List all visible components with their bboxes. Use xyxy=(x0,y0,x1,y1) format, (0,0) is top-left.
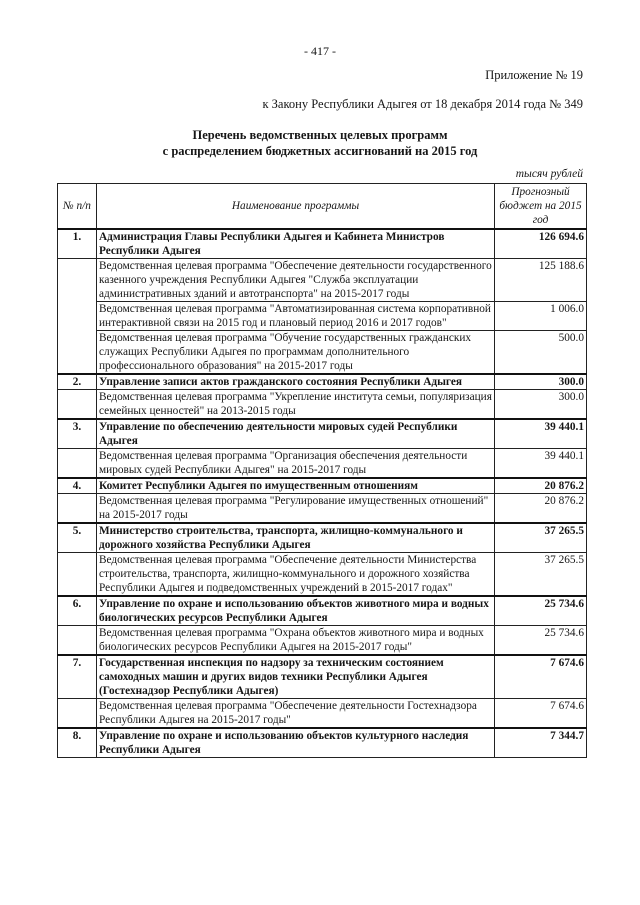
row-number xyxy=(58,302,97,331)
department-name: Управление по охране и использованию объектов животного мира и водных биологических ресурсов Республики Адыгея xyxy=(97,596,495,626)
budget-amount: 1 006.0 xyxy=(495,302,587,331)
program-name: Ведомственная целевая программа "Организация обеспечения деятельности мировых судей Республики Адыгея" на 2015-2017 годы xyxy=(97,449,495,479)
budget-amount: 39 440.1 xyxy=(495,449,587,479)
department-name: Комитет Республики Адыгея по имущественным отношениям xyxy=(97,478,495,494)
program-name: Ведомственная целевая программа "Автоматизированная система корпоративной интерактивной связи на 2015 год и плановый период 2016 и 2017 годов" xyxy=(97,302,495,331)
department-name: Администрация Главы Республики Адыгея и Кабинета Министров Республики Адыгея xyxy=(97,229,495,259)
program-name: Ведомственная целевая программа "Обеспечение деятельности Министерства строительства, транспорта, жилищно-коммунального и дорожного хозяйства Республики Адыгея и подведомственных учреждений в 2015-2017 годах" xyxy=(97,553,495,597)
title-line-2: с распределением бюджетных ассигнований на 2015 год xyxy=(162,144,478,158)
budget-amount: 7 344.7 xyxy=(495,728,587,758)
row-number xyxy=(58,331,97,375)
row-number xyxy=(58,553,97,597)
budget-amount: 25 734.6 xyxy=(495,596,587,626)
header-budget: Прогнозный бюджет на 2015 год xyxy=(495,184,587,230)
row-number: 3. xyxy=(58,419,97,449)
units-label: тысяч рублей xyxy=(515,168,583,180)
program-row xyxy=(58,626,587,656)
budget-amount: 37 265.5 xyxy=(495,523,587,553)
program-name: Ведомственная целевая программа "Обучение государственных гражданских служащих Республики Адыгея по программам дополнительного профессионального образования" на 2015-2017 годы xyxy=(97,331,495,375)
budget-amount: 7 674.6 xyxy=(495,655,587,699)
program-row xyxy=(58,390,587,420)
program-row xyxy=(58,259,587,302)
department-row xyxy=(58,596,587,626)
program-name: Ведомственная целевая программа "Регулирование имущественных отношений" на 2015-2017 годы xyxy=(97,494,495,524)
budget-amount: 300.0 xyxy=(495,390,587,420)
row-number: 1. xyxy=(58,229,97,259)
department-name: Управление по охране и использованию объектов культурного наследия Республики Адыгея xyxy=(97,728,495,758)
program-row xyxy=(58,449,587,479)
budget-amount: 125 188.6 xyxy=(495,259,587,302)
row-number xyxy=(58,494,97,524)
program-row xyxy=(58,302,587,331)
program-row xyxy=(58,553,587,597)
department-name: Министерство строительства, транспорта, жилищно-коммунального и дорожного хозяйства Республики Адыгея xyxy=(97,523,495,553)
row-number: 7. xyxy=(58,655,97,699)
row-number xyxy=(58,259,97,302)
header-program-name: Наименование программы xyxy=(97,184,495,230)
department-name: Управление записи актов гражданского состояния Республики Адыгея xyxy=(97,374,495,390)
row-number xyxy=(58,390,97,420)
row-number xyxy=(58,449,97,479)
budget-amount: 25 734.6 xyxy=(495,626,587,656)
row-number: 4. xyxy=(58,478,97,494)
header-number: № п/п xyxy=(58,184,97,230)
page-number: - 417 - xyxy=(304,44,336,58)
budget-amount: 500.0 xyxy=(495,331,587,375)
law-reference: к Закону Республики Адыгея от 18 декабря 2014 года № 349 xyxy=(262,97,583,111)
program-name: Ведомственная целевая программа "Охрана объектов животного мира и водных биологических ресурсов Республики Адыгея на 2015-2017 годы" xyxy=(97,626,495,656)
department-row xyxy=(58,419,587,449)
row-number: 6. xyxy=(58,596,97,626)
department-row xyxy=(58,229,587,259)
budget-amount: 300.0 xyxy=(495,374,587,390)
department-name: Государственная инспекция по надзору за техническим состоянием самоходных машин и других видов техники Республики Адыгея (Гостехнадзор Республики Адыгея) xyxy=(97,655,495,699)
program-name: Ведомственная целевая программа "Обеспечение деятельности государственного казенного учреждения Республики Адыгея "Служба эксплуатации административных зданий и автотранспорта" на 2015-2017 годы xyxy=(97,259,495,302)
department-name: Управление по обеспечению деятельности мировых судей Республики Адыгея xyxy=(97,419,495,449)
department-row xyxy=(58,523,587,553)
row-number: 2. xyxy=(58,374,97,390)
program-row xyxy=(58,699,587,729)
table-header-row xyxy=(58,184,587,230)
department-row xyxy=(58,655,587,699)
budget-amount: 39 440.1 xyxy=(495,419,587,449)
appendix-label: Приложение № 19 xyxy=(485,68,583,82)
budget-amount: 37 265.5 xyxy=(495,553,587,597)
budget-amount: 7 674.6 xyxy=(495,699,587,729)
row-number: 8. xyxy=(58,728,97,758)
department-row xyxy=(58,728,587,758)
budget-amount: 126 694.6 xyxy=(495,229,587,259)
programs-table xyxy=(57,183,587,758)
program-row xyxy=(58,494,587,524)
program-name: Ведомственная целевая программа "Обеспечение деятельности Гостехнадзора Республики Адыгея на 2015-2017 годы" xyxy=(97,699,495,729)
row-number xyxy=(58,626,97,656)
document-title xyxy=(0,127,640,159)
department-row xyxy=(58,374,587,390)
row-number xyxy=(58,699,97,729)
budget-amount: 20 876.2 xyxy=(495,478,587,494)
department-row xyxy=(58,478,587,494)
title-line-1: Перечень ведомственных целевых программ xyxy=(192,128,448,142)
table-body xyxy=(58,229,587,758)
program-name: Ведомственная целевая программа "Укрепление института семьи, популяризация семейных ценностей" на 2013-2015 годы xyxy=(97,390,495,420)
program-row xyxy=(58,331,587,375)
budget-amount: 20 876.2 xyxy=(495,494,587,524)
row-number: 5. xyxy=(58,523,97,553)
